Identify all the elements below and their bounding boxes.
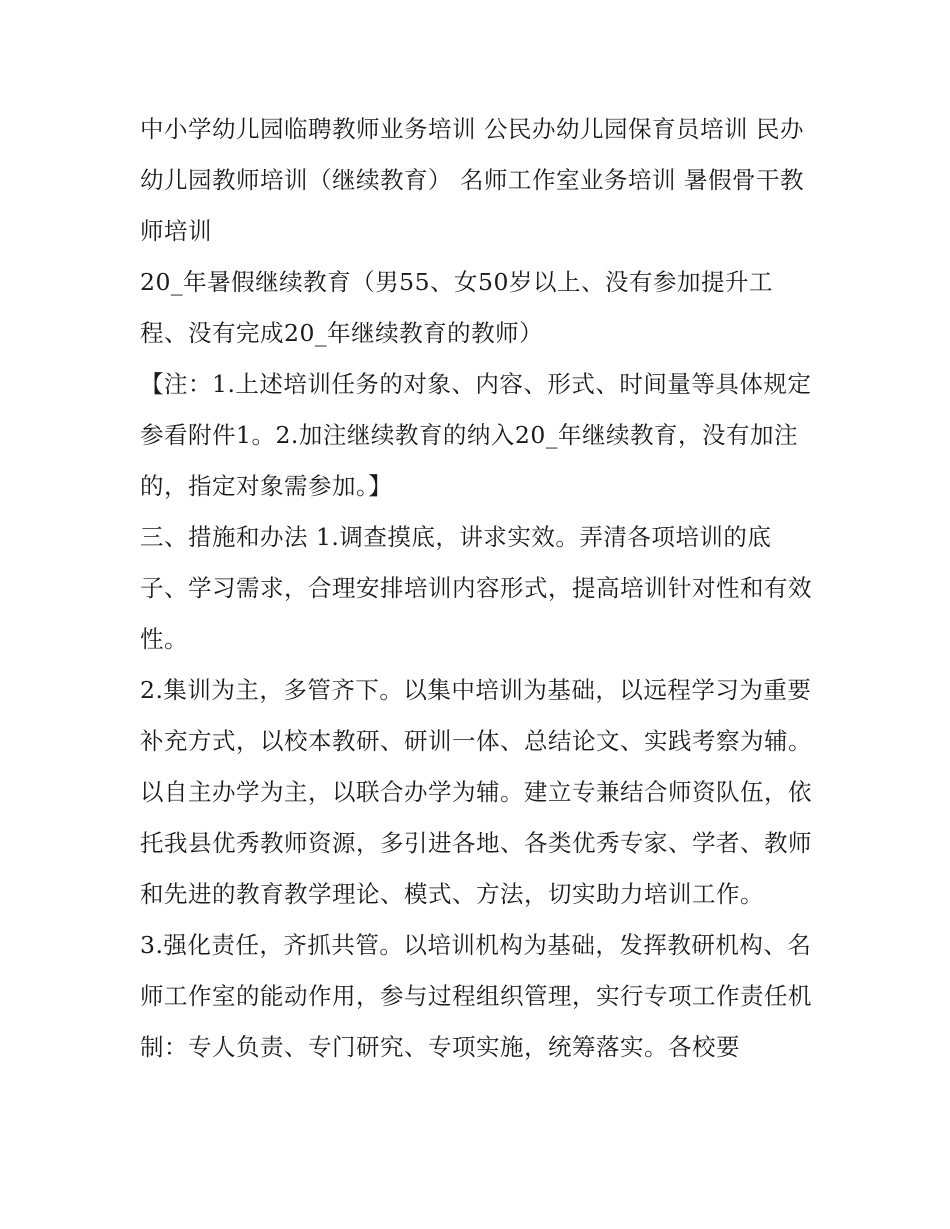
paragraph-note: 【注：1.上述培训任务的对象、内容、形式、时间量等具体规定参看附件1。2.加注继续教育的纳入20_年继续教育，没有加注的，指定对象需参加。】: [140, 370, 812, 500]
document-body: [140, 104, 812, 1073]
paragraph-summer-continuing-education: 20_年暑假继续教育（男55、女50岁以上、没有参加提升工程、没有完成20_年继续教育的教师）: [140, 268, 773, 347]
paragraph-measures-centralized-training: 2.集训为主，多管齐下。以集中培训为基础，以远程学习为重要补充方式，以校本教研、研训一体、总结论文、实践考察为辅。以自主办学为主，以联合办学为辅。建立专兼结合师资队伍，依托我县优秀教师资源，多引进各地、各类优秀专家、学者、教师和先进的教育教学理论、模式、方法，切实助力培训工作。: [140, 676, 812, 908]
paragraph-measures-responsibility: 3.强化责任，齐抓共管。以培训机构为基础，发挥教研机构、名师工作室的能动作用，参与过程组织管理，实行专项工作责任机制：专人负责、专门研究、专项实施，统筹落实。各校要: [140, 931, 812, 1061]
paragraph-measures-survey: 三、措施和办法 1.调查摸底，讲求实效。弄清各项培训的底子、学习需求，合理安排培训内容形式，提高培训针对性和有效性。: [140, 523, 812, 653]
paragraph-training-list: 中小学幼儿园临聘教师业务培训 公民办幼儿园保育员培训 民办幼儿园教师培训（继续教育） 名师工作室业务培训 暑假骨干教师培训: [140, 115, 804, 245]
